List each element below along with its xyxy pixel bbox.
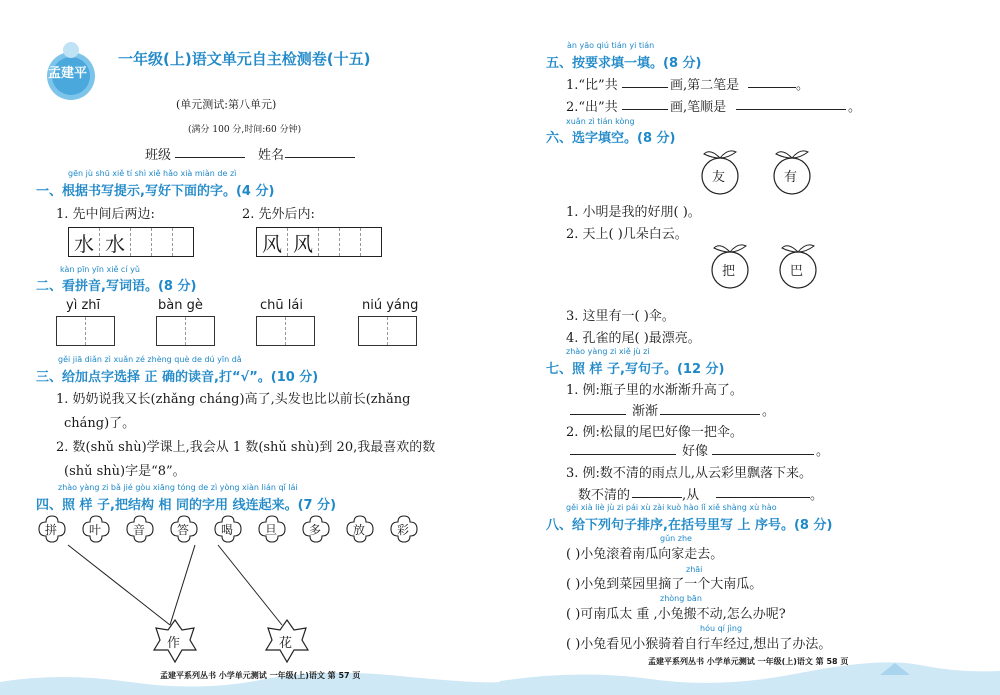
s1-rule1: 1. 先中间后两边: xyxy=(56,207,155,222)
s6-q2: 2. 天上( )几朵白云。 xyxy=(566,227,688,242)
s6-fruit-3-char: 把 xyxy=(722,264,736,279)
s4-flower-char: 答 xyxy=(177,523,190,537)
s5-q2b: 画,笔顺是 xyxy=(670,100,727,115)
s7-blank3b[interactable] xyxy=(716,497,810,498)
s1-title: 一、根据书写提示,写好下面的字。(4 分) xyxy=(36,184,275,199)
s7-fill2: 好像 xyxy=(682,444,709,459)
s4-flower-char: 彩 xyxy=(397,523,410,537)
s4-leaf-2-char: 花 xyxy=(279,636,293,651)
s4-flower-char: 放 xyxy=(353,523,366,537)
s6-fruit-2 xyxy=(772,146,812,198)
s7-period2: 。 xyxy=(816,444,830,459)
s8-py4: hóu qí jìng xyxy=(700,624,743,633)
s4-title: 四、照 样 子,把结构 相 同的字用 线连起来。(7 分) xyxy=(36,498,337,513)
s2-pinyin-word-3: chū lái xyxy=(260,298,303,313)
s1-rule2: 2. 先外后内: xyxy=(242,207,315,222)
s8-line2: ( )小兔到菜园里摘了一个大南瓜。 xyxy=(566,577,763,592)
s7-ex1: 1. 例:瓶子里的水渐渐升高了。 xyxy=(566,383,743,398)
right-footer: 孟建平系列丛书 小学单元测试 一年级(上)语文 第 58 页 xyxy=(648,657,849,666)
s4-leaf-2 xyxy=(264,618,310,664)
s4-leaf-1-char: 作 xyxy=(167,636,181,651)
s4-pinyin: zhào yàng zi bǎ jié gòu xiāng tóng de zì yòng xiàn lián qǐ lái xyxy=(58,483,298,492)
s7-period1: 。 xyxy=(762,404,776,419)
char-cell: 水 xyxy=(100,228,131,256)
s3-line1: 1. 奶奶说我又长(zhǎng cháng)高了,头发也比以前长(zhǎng xyxy=(56,392,411,407)
s7-blank2a[interactable] xyxy=(570,454,676,455)
s7-pinyin: zhào yàng zi xiě jù zi xyxy=(566,347,650,356)
s2-pinyin-word-2: bàn gè xyxy=(158,298,203,313)
s8-py3: zhòng bān xyxy=(660,594,702,603)
char-cell: 风 xyxy=(257,228,288,256)
s8-pinyin: gěi xià liè jù zi pái xù zài kuò hào lǐ xiě shàng xù hào xyxy=(566,503,777,512)
score-info: (满分 100 分,时间:60 分钟) xyxy=(188,125,302,135)
s5-q1a: 1.“比”共 xyxy=(566,78,618,93)
s6-fruit-3 xyxy=(710,240,750,292)
s7-period3: 。 xyxy=(810,488,824,503)
s7-blank3a[interactable] xyxy=(632,497,682,498)
s7-fill3a: 数不清的 xyxy=(578,488,631,503)
s8-title: 八、给下列句子排序,在括号里写 上 序号。(8 分) xyxy=(546,518,833,533)
char-cell: 风 xyxy=(288,228,319,256)
badge-text: 孟建平 xyxy=(48,66,88,81)
s2-pinyin-word-4: niú yáng xyxy=(362,298,419,313)
s8-line4: ( )小兔看见小猴骑着自行车经过,想出了办法。 xyxy=(566,637,832,652)
s8-py1: gǔn zhe xyxy=(660,534,692,543)
s5-title: 五、按要求填一填。(8 分) xyxy=(546,56,702,71)
s3-line1b: cháng)了。 xyxy=(64,416,136,431)
s6-title: 六、选字填空。(8 分) xyxy=(546,131,676,146)
s7-fill1: 渐渐 xyxy=(632,404,659,419)
s6-q4: 4. 孔雀的尾( )最漂亮。 xyxy=(566,331,701,346)
class-label: 班级 xyxy=(145,148,172,163)
s6-fruit-4-char: 巴 xyxy=(790,264,804,279)
s6-pinyin: xuǎn zì tián kòng xyxy=(566,117,635,126)
s6-fruit-1-char: 友 xyxy=(712,170,726,185)
s4-flower-char: 拼 xyxy=(45,523,58,537)
s2-title: 二、看拼音,写词语。(8 分) xyxy=(36,279,197,294)
page-title: 一年级(上)语文单元自主检测卷(十五) xyxy=(118,50,371,68)
s4-flower-char: 音 xyxy=(133,523,146,537)
s5-q1-blank2[interactable] xyxy=(748,87,796,88)
s7-fill3b: ,从 xyxy=(682,488,700,503)
s6-q3: 3. 这里有一( )伞。 xyxy=(566,309,675,324)
subtitle: (单元测试:第八单元) xyxy=(176,98,277,111)
s4-flower-char: 喝 xyxy=(221,523,234,537)
s6-fruit-4 xyxy=(778,240,818,292)
s3-line2b: (shǔ shù)字是“8”。 xyxy=(64,464,186,479)
s8-line1: ( )小兔滚着南瓜向家走去。 xyxy=(566,547,724,562)
s5-q2a: 2.“出”共 xyxy=(566,100,618,115)
s6-fruit-1 xyxy=(700,146,740,198)
s5-pinyin: àn yāo qiú tián yi tián xyxy=(567,41,655,50)
s7-ex2: 2. 例:松鼠的尾巴好像一把伞。 xyxy=(566,425,743,440)
s6-fruit-2-char: 有 xyxy=(784,170,798,185)
s5-q1c: 。 xyxy=(796,78,810,93)
s6-q1: 1. 小明是我的好朋( )。 xyxy=(566,205,701,220)
s4-leaf-1 xyxy=(152,618,198,664)
s3-title: 三、给加点字选择 正 确的读音,打“√”。(10 分) xyxy=(36,370,319,385)
s7-title: 七、照 样 子,写句子。(12 分) xyxy=(546,362,725,377)
s1-pinyin: gēn jù shū xiě tí shì xiě hǎo xià miàn de zì xyxy=(68,169,237,178)
char-cell: 水 xyxy=(69,228,100,256)
s3-line2: 2. 数(shǔ shù)学课上,我会从 1 数(shǔ shù)到 20,我最喜欢的数 xyxy=(56,440,436,455)
s7-ex3: 3. 例:数不清的雨点儿,从云彩里飘落下来。 xyxy=(566,466,813,481)
s4-flower-char: 旦 xyxy=(265,523,278,537)
s2-pinyin-word-1: yì zhī xyxy=(66,298,101,313)
s8-line3: ( )可南瓜太 重 ,小兔搬不动,怎么办呢? xyxy=(566,607,786,622)
s5-q1b: 画,第二笔是 xyxy=(670,78,740,93)
s5-q2-blank1[interactable] xyxy=(622,109,668,110)
s2-pinyin: kàn pīn yīn xiě cí yǔ xyxy=(60,265,140,274)
s5-q1-blank1[interactable] xyxy=(622,87,668,88)
s5-q2-blank2[interactable] xyxy=(736,109,846,110)
s3-pinyin: gěi jiā diǎn zì xuǎn zé zhèng què de dú yīn dǎ xyxy=(58,355,242,364)
s7-blank1a[interactable] xyxy=(570,414,626,415)
left-footer: 孟建平系列丛书 小学单元测试 一年级(上)语文 第 57 页 xyxy=(160,671,361,680)
s8-py2: zhāi xyxy=(686,565,703,574)
name-label: 姓名 xyxy=(258,148,285,163)
s5-q2c: 。 xyxy=(848,100,862,115)
s7-blank2b[interactable] xyxy=(712,454,814,455)
s7-blank1b[interactable] xyxy=(660,414,760,415)
s4-flower-char: 叶 xyxy=(89,523,102,537)
s4-flower-char: 多 xyxy=(309,523,322,537)
